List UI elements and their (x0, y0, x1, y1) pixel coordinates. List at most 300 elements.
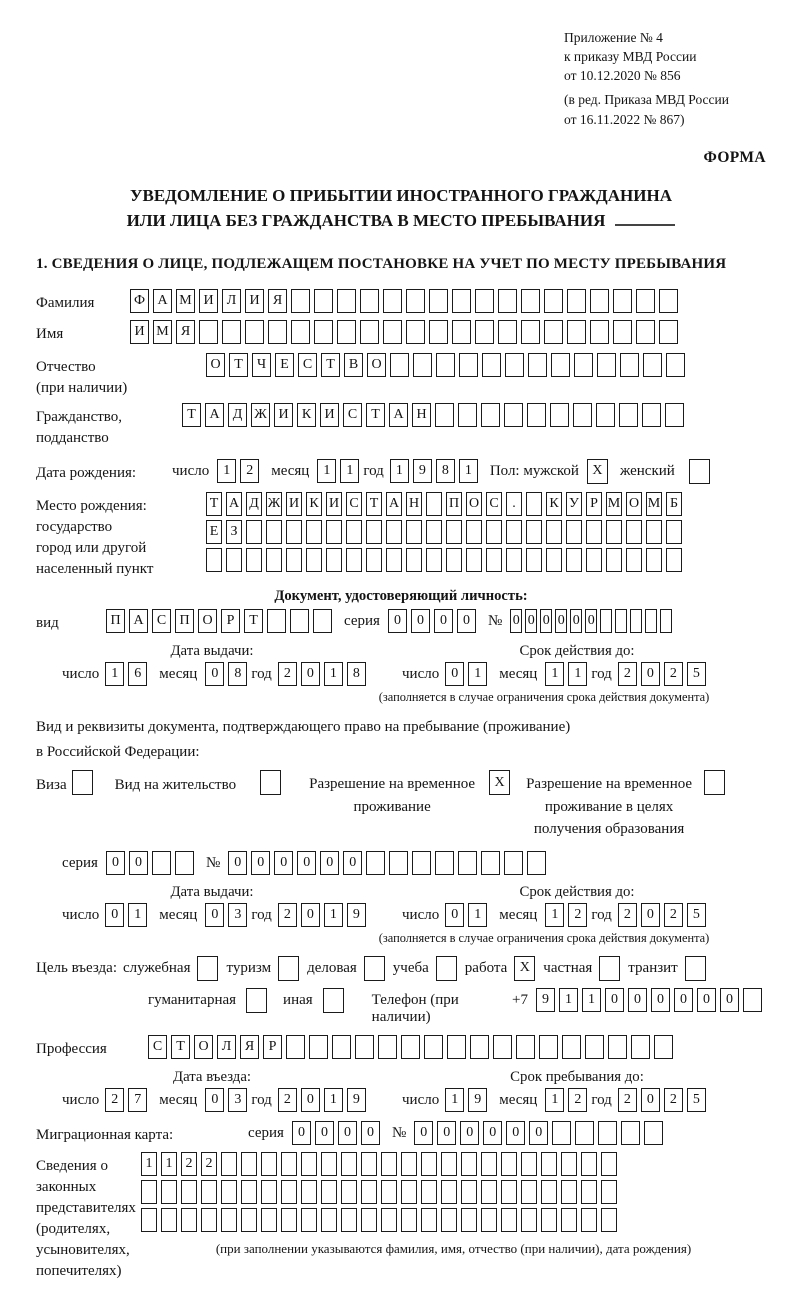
char-cell[interactable] (504, 403, 523, 427)
char-cell[interactable]: П (446, 492, 462, 516)
char-cell[interactable]: 0 (434, 609, 453, 633)
char-cell[interactable] (501, 1208, 517, 1232)
char-cell[interactable]: . (506, 492, 522, 516)
char-cell[interactable] (567, 289, 586, 313)
char-cell[interactable] (481, 1208, 497, 1232)
char-cell[interactable] (241, 1152, 257, 1176)
char-cell[interactable]: Т (244, 609, 263, 633)
char-cell[interactable] (505, 353, 524, 377)
char-cell[interactable] (516, 1035, 535, 1059)
char-cell[interactable] (501, 1152, 517, 1176)
char-cell[interactable] (586, 548, 602, 572)
char-cell[interactable]: Ф (130, 289, 149, 313)
char-cell[interactable]: 0 (641, 903, 660, 927)
char-cell[interactable] (421, 1208, 437, 1232)
char-cell[interactable] (615, 609, 627, 633)
char-cell[interactable] (426, 548, 442, 572)
char-cell[interactable]: 0 (105, 903, 124, 927)
purpose-official-checkbox[interactable] (197, 956, 218, 981)
char-cell[interactable]: 2 (568, 903, 587, 927)
residence-permit-checkbox[interactable] (260, 770, 281, 795)
char-cell[interactable]: 2 (618, 903, 637, 927)
purpose-work-checkbox[interactable]: X (514, 956, 535, 981)
char-cell[interactable]: 1 (545, 1088, 564, 1112)
char-cell[interactable] (386, 548, 402, 572)
char-cell[interactable]: 0 (437, 1121, 456, 1145)
char-cell[interactable] (361, 1208, 377, 1232)
char-cell[interactable] (654, 1035, 673, 1059)
char-cell[interactable] (613, 289, 632, 313)
char-cell[interactable] (436, 353, 455, 377)
char-cell[interactable] (246, 520, 262, 544)
char-cell[interactable] (313, 609, 332, 633)
char-cell[interactable]: 1 (545, 903, 564, 927)
char-cell[interactable] (261, 1208, 277, 1232)
char-cell[interactable] (360, 320, 379, 344)
char-cell[interactable]: 0 (205, 662, 224, 686)
purpose-other-checkbox[interactable] (323, 988, 344, 1013)
char-cell[interactable]: И (245, 289, 264, 313)
char-cell[interactable] (539, 1035, 558, 1059)
char-cell[interactable] (631, 1035, 650, 1059)
char-cell[interactable] (321, 1152, 337, 1176)
char-cell[interactable] (309, 1035, 328, 1059)
char-cell[interactable] (406, 320, 425, 344)
char-cell[interactable] (458, 851, 477, 875)
char-cell[interactable]: А (226, 492, 242, 516)
char-cell[interactable] (596, 403, 615, 427)
char-cell[interactable]: 0 (445, 903, 464, 927)
char-cell[interactable] (266, 520, 282, 544)
char-cell[interactable] (481, 403, 500, 427)
char-cell[interactable] (429, 289, 448, 313)
char-cell[interactable] (475, 289, 494, 313)
char-cell[interactable] (361, 1152, 377, 1176)
char-cell[interactable] (446, 548, 462, 572)
char-cell[interactable] (381, 1208, 397, 1232)
char-cell[interactable] (461, 1180, 477, 1204)
char-cell[interactable]: 1 (128, 903, 147, 927)
char-cell[interactable] (562, 1035, 581, 1059)
char-cell[interactable]: 2 (278, 903, 297, 927)
char-cell[interactable]: 2 (664, 903, 683, 927)
char-cell[interactable]: 2 (664, 662, 683, 686)
char-cell[interactable]: 2 (240, 459, 259, 483)
char-cell[interactable] (645, 609, 657, 633)
char-cell[interactable]: 0 (641, 662, 660, 686)
char-cell[interactable] (581, 1180, 597, 1204)
char-cell[interactable] (504, 851, 523, 875)
purpose-transit-checkbox[interactable] (685, 956, 706, 981)
char-cell[interactable] (666, 548, 682, 572)
char-cell[interactable] (281, 1208, 297, 1232)
char-cell[interactable] (551, 353, 570, 377)
char-cell[interactable]: 5 (687, 903, 706, 927)
char-cell[interactable] (526, 548, 542, 572)
char-cell[interactable] (585, 1035, 604, 1059)
char-cell[interactable]: 0 (540, 609, 552, 633)
char-cell[interactable]: 0 (720, 988, 739, 1012)
char-cell[interactable] (567, 320, 586, 344)
char-cell[interactable]: С (298, 353, 317, 377)
char-cell[interactable] (301, 1180, 317, 1204)
char-cell[interactable] (286, 520, 302, 544)
char-cell[interactable] (586, 520, 602, 544)
char-cell[interactable] (360, 289, 379, 313)
char-cell[interactable]: 0 (651, 988, 670, 1012)
char-cell[interactable]: М (646, 492, 662, 516)
char-cell[interactable] (573, 403, 592, 427)
char-cell[interactable] (459, 353, 478, 377)
char-cell[interactable]: 0 (338, 1121, 357, 1145)
char-cell[interactable] (401, 1180, 417, 1204)
char-cell[interactable]: 0 (320, 851, 339, 875)
char-cell[interactable] (222, 320, 241, 344)
char-cell[interactable] (528, 353, 547, 377)
char-cell[interactable] (161, 1180, 177, 1204)
char-cell[interactable] (501, 1180, 517, 1204)
purpose-private-checkbox[interactable] (599, 956, 620, 981)
char-cell[interactable]: 1 (105, 662, 124, 686)
char-cell[interactable]: 0 (228, 851, 247, 875)
char-cell[interactable]: А (205, 403, 224, 427)
char-cell[interactable] (541, 1180, 557, 1204)
char-cell[interactable]: Б (666, 492, 682, 516)
char-cell[interactable] (383, 320, 402, 344)
char-cell[interactable] (521, 320, 540, 344)
char-cell[interactable]: 0 (414, 1121, 433, 1145)
char-cell[interactable] (544, 289, 563, 313)
char-cell[interactable]: Я (176, 320, 195, 344)
char-cell[interactable] (521, 289, 540, 313)
char-cell[interactable] (141, 1180, 157, 1204)
char-cell[interactable] (619, 403, 638, 427)
char-cell[interactable] (601, 1180, 617, 1204)
char-cell[interactable] (435, 403, 454, 427)
char-cell[interactable] (546, 548, 562, 572)
char-cell[interactable]: И (320, 403, 339, 427)
char-cell[interactable]: 7 (128, 1088, 147, 1112)
char-cell[interactable] (366, 851, 385, 875)
char-cell[interactable]: 3 (228, 903, 247, 927)
char-cell[interactable]: З (226, 520, 242, 544)
char-cell[interactable] (561, 1180, 577, 1204)
char-cell[interactable]: 2 (618, 1088, 637, 1112)
char-cell[interactable] (598, 1121, 617, 1145)
char-cell[interactable] (326, 548, 342, 572)
char-cell[interactable] (314, 289, 333, 313)
char-cell[interactable]: 0 (388, 609, 407, 633)
purpose-tourism-checkbox[interactable] (278, 956, 299, 981)
char-cell[interactable]: А (386, 492, 402, 516)
char-cell[interactable] (461, 1208, 477, 1232)
char-cell[interactable] (441, 1152, 457, 1176)
char-cell[interactable]: Д (246, 492, 262, 516)
char-cell[interactable] (606, 520, 622, 544)
char-cell[interactable] (281, 1180, 297, 1204)
char-cell[interactable]: 1 (340, 459, 359, 483)
char-cell[interactable] (601, 1152, 617, 1176)
char-cell[interactable] (461, 1152, 477, 1176)
char-cell[interactable]: 3 (228, 1088, 247, 1112)
char-cell[interactable] (181, 1208, 197, 1232)
char-cell[interactable] (401, 1152, 417, 1176)
char-cell[interactable] (626, 520, 642, 544)
char-cell[interactable] (426, 492, 442, 516)
char-cell[interactable] (643, 353, 662, 377)
char-cell[interactable] (527, 851, 546, 875)
char-cell[interactable] (521, 1152, 537, 1176)
char-cell[interactable]: 1 (324, 903, 343, 927)
char-cell[interactable]: С (343, 403, 362, 427)
char-cell[interactable] (337, 289, 356, 313)
char-cell[interactable] (286, 548, 302, 572)
char-cell[interactable] (665, 403, 684, 427)
char-cell[interactable] (361, 1180, 377, 1204)
char-cell[interactable] (636, 289, 655, 313)
char-cell[interactable]: Д (228, 403, 247, 427)
char-cell[interactable] (590, 289, 609, 313)
char-cell[interactable] (355, 1035, 374, 1059)
char-cell[interactable] (346, 520, 362, 544)
char-cell[interactable] (475, 320, 494, 344)
char-cell[interactable]: Т (182, 403, 201, 427)
char-cell[interactable]: К (306, 492, 322, 516)
char-cell[interactable] (290, 609, 309, 633)
char-cell[interactable] (482, 353, 501, 377)
char-cell[interactable] (486, 548, 502, 572)
char-cell[interactable]: 0 (525, 609, 537, 633)
char-cell[interactable] (245, 320, 264, 344)
char-cell[interactable]: 9 (347, 1088, 366, 1112)
char-cell[interactable]: Т (321, 353, 340, 377)
char-cell[interactable] (646, 548, 662, 572)
char-cell[interactable]: 1 (545, 662, 564, 686)
female-checkbox[interactable] (689, 459, 710, 484)
char-cell[interactable]: И (326, 492, 342, 516)
char-cell[interactable] (590, 320, 609, 344)
char-cell[interactable]: М (606, 492, 622, 516)
char-cell[interactable] (421, 1152, 437, 1176)
char-cell[interactable]: С (148, 1035, 167, 1059)
char-cell[interactable] (406, 520, 422, 544)
char-cell[interactable] (381, 1180, 397, 1204)
char-cell[interactable] (646, 520, 662, 544)
char-cell[interactable]: Т (366, 492, 382, 516)
char-cell[interactable]: 0 (297, 851, 316, 875)
char-cell[interactable] (526, 492, 542, 516)
char-cell[interactable]: 0 (292, 1121, 311, 1145)
char-cell[interactable] (606, 548, 622, 572)
char-cell[interactable] (550, 403, 569, 427)
char-cell[interactable]: 0 (411, 609, 430, 633)
char-cell[interactable]: 0 (301, 1088, 320, 1112)
char-cell[interactable] (506, 548, 522, 572)
char-cell[interactable] (429, 320, 448, 344)
char-cell[interactable] (642, 403, 661, 427)
char-cell[interactable]: 1 (141, 1152, 157, 1176)
char-cell[interactable]: 0 (343, 851, 362, 875)
char-cell[interactable] (441, 1180, 457, 1204)
char-cell[interactable]: Ч (252, 353, 271, 377)
char-cell[interactable]: 0 (457, 609, 476, 633)
char-cell[interactable] (199, 320, 218, 344)
char-cell[interactable]: 1 (390, 459, 409, 483)
char-cell[interactable]: У (566, 492, 582, 516)
char-cell[interactable]: 9 (413, 459, 432, 483)
purpose-business-checkbox[interactable] (364, 956, 385, 981)
purpose-humanitarian-checkbox[interactable] (246, 988, 267, 1013)
char-cell[interactable] (286, 1035, 305, 1059)
char-cell[interactable]: 1 (468, 662, 487, 686)
char-cell[interactable] (413, 353, 432, 377)
char-cell[interactable]: 1 (559, 988, 578, 1012)
char-cell[interactable] (541, 1208, 557, 1232)
char-cell[interactable] (613, 320, 632, 344)
char-cell[interactable]: Н (406, 492, 422, 516)
male-checkbox[interactable]: X (587, 459, 608, 484)
char-cell[interactable]: 0 (697, 988, 716, 1012)
char-cell[interactable] (226, 548, 242, 572)
char-cell[interactable]: Я (268, 289, 287, 313)
char-cell[interactable] (506, 520, 522, 544)
char-cell[interactable]: 5 (687, 1088, 706, 1112)
char-cell[interactable]: 2 (278, 1088, 297, 1112)
char-cell[interactable] (600, 609, 612, 633)
char-cell[interactable]: 9 (536, 988, 555, 1012)
char-cell[interactable]: 0 (460, 1121, 479, 1145)
char-cell[interactable]: 0 (585, 609, 597, 633)
char-cell[interactable]: С (152, 609, 171, 633)
char-cell[interactable] (161, 1208, 177, 1232)
char-cell[interactable] (346, 548, 362, 572)
char-cell[interactable] (447, 1035, 466, 1059)
char-cell[interactable] (306, 520, 322, 544)
temp-residence-checkbox[interactable]: X (489, 770, 510, 795)
char-cell[interactable] (326, 520, 342, 544)
char-cell[interactable] (291, 289, 310, 313)
char-cell[interactable] (366, 520, 382, 544)
char-cell[interactable] (281, 1152, 297, 1176)
char-cell[interactable] (261, 1180, 277, 1204)
char-cell[interactable]: 0 (315, 1121, 334, 1145)
char-cell[interactable] (181, 1180, 197, 1204)
char-cell[interactable] (544, 320, 563, 344)
char-cell[interactable] (466, 520, 482, 544)
char-cell[interactable] (601, 1208, 617, 1232)
char-cell[interactable] (341, 1208, 357, 1232)
char-cell[interactable]: Р (586, 492, 602, 516)
char-cell[interactable]: 9 (468, 1088, 487, 1112)
char-cell[interactable]: 0 (205, 903, 224, 927)
char-cell[interactable] (630, 609, 642, 633)
char-cell[interactable]: И (274, 403, 293, 427)
char-cell[interactable]: 0 (483, 1121, 502, 1145)
char-cell[interactable]: 6 (128, 662, 147, 686)
char-cell[interactable] (644, 1121, 663, 1145)
char-cell[interactable] (521, 1180, 537, 1204)
char-cell[interactable]: О (206, 353, 225, 377)
char-cell[interactable] (621, 1121, 640, 1145)
char-cell[interactable] (566, 548, 582, 572)
char-cell[interactable] (561, 1152, 577, 1176)
char-cell[interactable] (421, 1180, 437, 1204)
char-cell[interactable] (141, 1208, 157, 1232)
char-cell[interactable] (321, 1208, 337, 1232)
char-cell[interactable] (241, 1180, 257, 1204)
char-cell[interactable]: 8 (228, 662, 247, 686)
char-cell[interactable]: 9 (347, 903, 366, 927)
char-cell[interactable]: 2 (664, 1088, 683, 1112)
char-cell[interactable] (470, 1035, 489, 1059)
char-cell[interactable] (659, 289, 678, 313)
char-cell[interactable] (268, 320, 287, 344)
char-cell[interactable]: 2 (201, 1152, 217, 1176)
char-cell[interactable]: О (198, 609, 217, 633)
char-cell[interactable]: О (626, 492, 642, 516)
char-cell[interactable] (424, 1035, 443, 1059)
char-cell[interactable] (341, 1152, 357, 1176)
char-cell[interactable] (267, 609, 286, 633)
char-cell[interactable] (546, 520, 562, 544)
char-cell[interactable] (301, 1152, 317, 1176)
char-cell[interactable]: 0 (674, 988, 693, 1012)
char-cell[interactable]: М (176, 289, 195, 313)
char-cell[interactable] (301, 1208, 317, 1232)
char-cell[interactable] (175, 851, 194, 875)
char-cell[interactable] (435, 851, 454, 875)
visa-checkbox[interactable] (72, 770, 93, 795)
char-cell[interactable] (441, 1208, 457, 1232)
char-cell[interactable] (574, 353, 593, 377)
char-cell[interactable] (452, 289, 471, 313)
char-cell[interactable] (552, 1121, 571, 1145)
char-cell[interactable] (221, 1152, 237, 1176)
char-cell[interactable] (743, 988, 762, 1012)
char-cell[interactable] (527, 403, 546, 427)
char-cell[interactable]: Е (206, 520, 222, 544)
char-cell[interactable] (401, 1208, 417, 1232)
char-cell[interactable] (378, 1035, 397, 1059)
char-cell[interactable] (332, 1035, 351, 1059)
char-cell[interactable] (659, 320, 678, 344)
char-cell[interactable]: 0 (301, 662, 320, 686)
char-cell[interactable]: К (297, 403, 316, 427)
char-cell[interactable]: 8 (436, 459, 455, 483)
char-cell[interactable]: 0 (555, 609, 567, 633)
char-cell[interactable] (241, 1208, 257, 1232)
char-cell[interactable]: 1 (317, 459, 336, 483)
char-cell[interactable] (426, 520, 442, 544)
char-cell[interactable]: 0 (506, 1121, 525, 1145)
char-cell[interactable]: 0 (106, 851, 125, 875)
char-cell[interactable] (452, 320, 471, 344)
char-cell[interactable] (575, 1121, 594, 1145)
char-cell[interactable] (581, 1208, 597, 1232)
char-cell[interactable]: С (486, 492, 502, 516)
char-cell[interactable]: 1 (468, 903, 487, 927)
char-cell[interactable] (660, 609, 672, 633)
char-cell[interactable] (608, 1035, 627, 1059)
char-cell[interactable] (337, 320, 356, 344)
char-cell[interactable]: 1 (217, 459, 236, 483)
char-cell[interactable] (481, 1180, 497, 1204)
char-cell[interactable] (636, 320, 655, 344)
char-cell[interactable]: 1 (324, 662, 343, 686)
char-cell[interactable]: 1 (459, 459, 478, 483)
char-cell[interactable] (401, 1035, 420, 1059)
char-cell[interactable]: 8 (347, 662, 366, 686)
